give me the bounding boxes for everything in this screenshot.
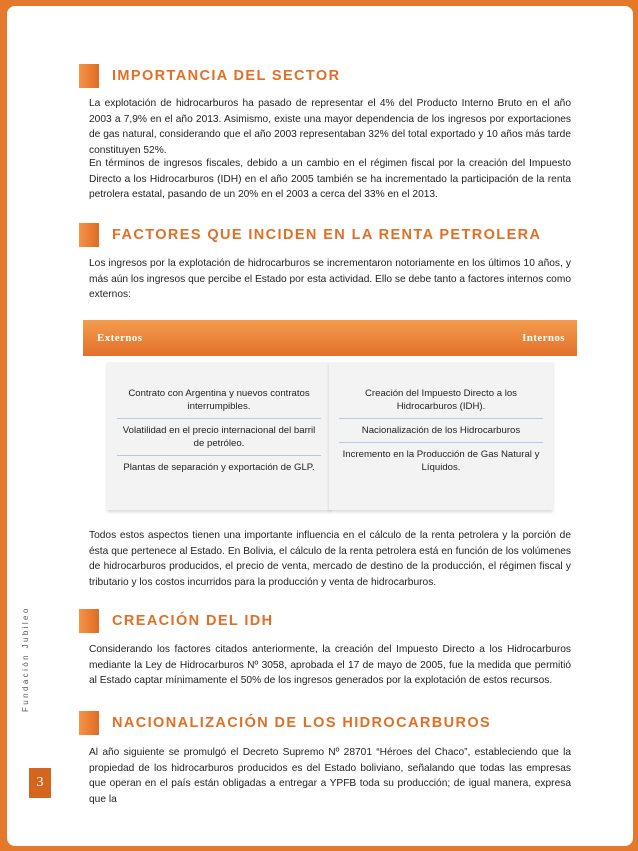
- externos-item: Volatilidad en el precio internacional del barril de petróleo.: [117, 419, 321, 456]
- internos-panel: [323, 320, 577, 510]
- heading-marker: [79, 609, 99, 633]
- heading-text: NACIONALIZACIÓN DE LOS HIDROCARBUROS: [112, 715, 492, 731]
- internos-item: Incremento en la Producción de Gas Natural y Líquidos.: [342, 449, 540, 473]
- heading-text: IMPORTANCIA DEL SECTOR: [112, 68, 341, 84]
- internos-label: Internos: [522, 332, 565, 344]
- externos-item: Plantas de separación y exportación de GLP.: [123, 462, 315, 473]
- heading-marker: [79, 223, 99, 247]
- heading-nacionalizacion: [79, 711, 491, 735]
- paragraph-nacionalizacion: Al año siguiente se promulgó el Decreto Supremo Nº 28701 “Héroes del Chaco”, estableciendo que la propiedad de los hidrocarburos producidos es del Estado boliviano, señalando que todas las empresas que operan en el país están obligadas a entregar a YPFB toda su producción; de igual manera, expresa que la: [89, 747, 571, 805]
- externos-header: [83, 320, 341, 356]
- heading-marker: [79, 64, 99, 88]
- externos-panel: [83, 320, 337, 510]
- document-page: [7, 6, 633, 846]
- internos-item: Nacionalización de los Hidrocarburos: [339, 419, 543, 443]
- paragraph-factores-1: Los ingresos por la explotación de hidrocarburos se incrementaron notoriamente en los últimos 10 años, y más aún los ingresos que percibe el Estado por esta actividad. Ello se debe tanto a factores internos como externos:: [89, 258, 571, 300]
- page-number: 3: [29, 768, 51, 798]
- internos-list: [329, 362, 553, 510]
- externos-list: [107, 362, 331, 510]
- paragraph-importancia-2: En términos de ingresos fiscales, debido a un cambio en el régimen fiscal por la creación del Impuesto Directo a los Hidrocarburos (IDH) en el año 2005 también se ha incrementado la participación de la renta petrolera estatal, pasando de un 20% en el 2003 a cerca del 33% en el 2013.: [89, 158, 571, 200]
- externos-label: Externos: [97, 332, 143, 344]
- internos-item: Creación del Impuesto Directo a los Hidrocarburos (IDH).: [339, 382, 543, 419]
- heading-idh: [79, 609, 274, 633]
- externos-item: Contrato con Argentina y nuevos contratos interrumpibles.: [117, 382, 321, 419]
- paragraph-idh: Considerando los factores citados anteriormente, la creación del Impuesto Directo a los Hidrocarburos mediante la Ley de Hidrocarburos Nº 3058, aprobada el 17 de mayo de 2005, fue la medida que permitió al Estado captar mínimamente el 50% de los ingresos generados por la explotación de estos recursos.: [89, 644, 571, 686]
- paragraph-factores-2: Todos estos aspectos tienen una importante influencia en el cálculo de la renta petrolera y la porción de ésta que pertenece al Estado. En Bolivia, el cálculo de la renta petrolera está en función de los volúmenes de hidrocarburos producidos, el precio de venta, mercado de destino de la producción, el régimen fiscal y tributario y los costos incurridos para la producción y venta de hidrocarburos.: [89, 530, 571, 588]
- organization-name: Fundación Jubileo: [21, 606, 30, 712]
- heading-text: CREACIÓN DEL IDH: [112, 613, 274, 629]
- paragraph-importancia-1: La explotación de hidrocarburos ha pasado de representar el 4% del Producto Interno Bruto en el año 2003 a 7,9% en el año 2013. Asimismo, existe una mayor dependencia de los ingresos por exportaciones de gas natural, considerando que el año 2003 representaban 32% del total exportado y 10 años más tarde constituyen 52%.: [89, 98, 571, 156]
- internos-header: [321, 320, 577, 356]
- heading-marker: [79, 711, 99, 735]
- heading-importancia: [79, 64, 340, 88]
- heading-factores: [79, 223, 541, 247]
- heading-text: FACTORES QUE INCIDEN EN LA RENTA PETROLERA: [112, 227, 542, 243]
